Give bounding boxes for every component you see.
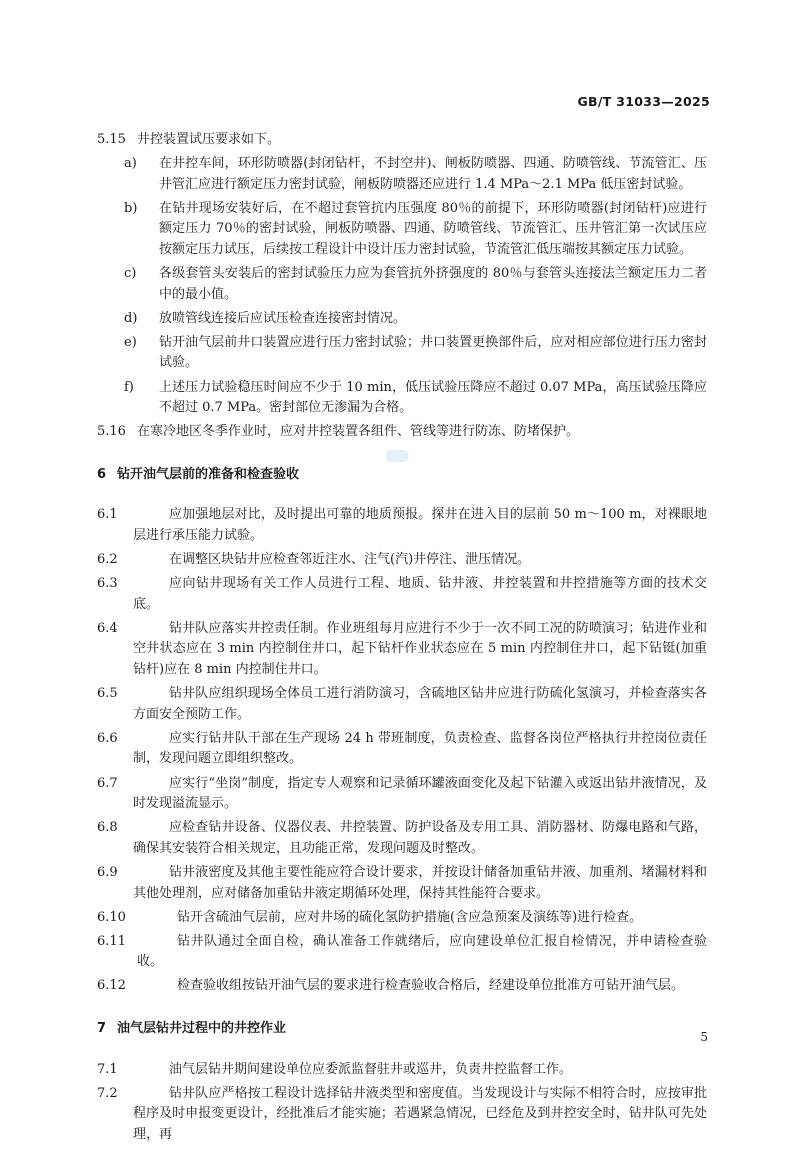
- clause-5-16: [97, 422, 707, 443]
- clause-text: 应实行钻井队干部在生产现场 24 h 带班制度，负责检查、监督各岗位严格执行井控岗位责任制，发现问题立即组织整改。: [133, 730, 707, 767]
- list-item: [97, 264, 707, 305]
- clause-text: 应检查钻井设备、仪器仪表、井控装置、防护设备及专用工具、消防器材、防爆电路和气路，确保其安装符合相关规定，且功能正常，发现问题及时整改。: [133, 820, 707, 856]
- section-number: 6: [97, 466, 107, 482]
- page-number: 5: [700, 1030, 708, 1044]
- clause-6-11: [97, 932, 707, 973]
- list-item-text: 在钻井现场安装好后，在不超过套管抗内压强度 80％的前提下，环形防喷器(封闭钻杆)应进行额定压力 70％的密封试验，闸板防喷器、四通、防喷管线、节流管汇、压井管汇第一次试压应按额定压力试压，后续按工程设计中设计压力密封试验，节流管汇低压端按其额定压力试验。: [159, 200, 707, 257]
- clause-text: 应实行“坐岗”制度，指定专人观察和记录循环罐液面变化及起下钻灌入或返出钻井液情况，及时发现溢流显示。: [133, 775, 707, 812]
- list-item-label: c): [124, 266, 137, 282]
- list-item: [97, 199, 707, 261]
- clause-text: 应向钻井现场有关工作人员进行工程、地质、钻井液、井控装置和井控措施等方面的技术交底。: [133, 576, 707, 612]
- list-item-label: e): [124, 334, 137, 350]
- clause-6-1: [97, 505, 707, 546]
- clause-6-10: [97, 908, 707, 929]
- clause-number: 6.12: [97, 978, 126, 994]
- list-item-text: 在井控车间，环形防喷器(封闭钻杆，不封空井)、闸板防喷器、四通、防喷管线、节流管汇、压井管汇应进行额定压力密封试验，闸板防喷器还应进行 1.4 MPa～2.1 MPa 低压密封试验。: [159, 156, 707, 192]
- section-heading-6: [97, 465, 707, 486]
- clause-number: 6.4: [97, 620, 118, 636]
- list-item-label: d): [124, 310, 138, 326]
- section-6-clauses-wide: [97, 908, 707, 997]
- clause-6-2: [97, 550, 707, 571]
- list-item: [97, 154, 707, 195]
- clause-text: 钻井队应严格按工程设计选择钻井液类型和密度值。当发现设计与实际不相符合时，应按审批程序及时申报变更设计，经批准后才能实施；若遇紧急情况，已经危及到井控安全时，钻井队可先处理，再: [133, 1085, 707, 1142]
- clause-text: 应加强地层对比，及时提出可靠的地质预报。探井在进入目的层前 50 m～100 m，对裸眼地层进行承压能力试验。: [133, 507, 707, 543]
- clause-6-9: [97, 863, 707, 904]
- clause-6-6: [97, 729, 707, 770]
- clause-text: 检查验收组按钻开油气层的要求进行检查验收合格后，经建设单位批准方可钻开油气层。: [177, 978, 685, 994]
- list-item-text: 放喷管线连接后应试压检查连接密封情况。: [159, 310, 407, 326]
- clause-text: 钻井队通过全面自检，确认准备工作就绪后，应向建设单位汇报自检情况，并申请检查验收。: [137, 933, 707, 970]
- clause-number: 7.1: [97, 1061, 118, 1077]
- clause-number: 6.2: [97, 552, 118, 568]
- clause-text: 钻开含硫油气层前，应对井场的硫化氢防护措施(含应急预案及演练等)进行检查。: [177, 909, 643, 925]
- clause-text: 油气层钻井期间建设单位应委派监督驻井或巡井，负责井控监督工作。: [169, 1061, 573, 1077]
- section-heading-7: [97, 1019, 707, 1040]
- section-title: 油气层钻井过程中的井控作业: [117, 1020, 287, 1036]
- clause-6-5: [97, 684, 707, 725]
- clause-text: 井控装置试压要求如下。: [137, 132, 281, 147]
- clause-5-15: [97, 130, 707, 151]
- clause-6-7: [97, 774, 707, 815]
- clause-6-12: [97, 976, 707, 997]
- list-item-text: 上述压力试验稳压时间应不少于 10 min，低压试验压降应不超过 0.07 MPa，高压试验压降应不超过 0.7 MPa。密封部位无渗漏为合格。: [159, 379, 707, 416]
- clause-number: 6.9: [97, 864, 118, 880]
- list-item-label: f): [124, 379, 134, 395]
- clause-number: 6.7: [97, 775, 118, 791]
- list-item-text: 各级套管头安装后的密封试验压力应为套管抗外挤强度的 80％与套管头连接法兰额定压力二者中的最小值。: [159, 266, 707, 302]
- clause-text: 钻井队应落实井控责任制。作业班组每月应进行不少于一次不同工况的防喷演习；钻进作业和空井状态应在 3 min 内控制住井口，起下钻杆作业状态应在 5 min 内控制住井口，起下钻铤(加重钻杆)应在 8 min 内控制住井口。: [133, 620, 707, 678]
- clause-number: 6.5: [97, 686, 118, 702]
- clause-6-8: [97, 818, 707, 859]
- list-item-text: 钻开油气层前井口装置应进行压力密封试验；井口装置更换部件后，应对相应部位进行压力密封试验。: [159, 334, 707, 371]
- clause-number: 6.8: [97, 820, 118, 836]
- section-7-clauses: [97, 1060, 707, 1146]
- clause-number: 6.6: [97, 730, 118, 746]
- clause-number: 6.11: [97, 933, 126, 949]
- page-content: [97, 130, 707, 1149]
- clause-text: 钻井液密度及其他主要性能应符合设计要求，并按设计储备加重钻井液、加重剂、堵漏材料和其他处理剂，应对储备加重钻井液定期循环处理，保持其性能符合要求。: [133, 864, 707, 901]
- clause-number: 5.16: [97, 424, 126, 440]
- section-6-clauses: [97, 505, 707, 904]
- section-title: 钻开油气层前的准备和检查验收: [117, 466, 300, 482]
- clause-6-3: [97, 574, 707, 615]
- clause-text: 在调整区块钻井应检查邻近注水、注气(汽)井停注、泄压情况。: [169, 552, 531, 568]
- clause-text: 钻井队应组织现场全体员工进行消防演习，含硫地区钻井应进行防硫化氢演习，并检查落实各方面安全预防工作。: [133, 686, 707, 722]
- list-item-label: a): [124, 156, 137, 172]
- clause-7-1: [97, 1060, 707, 1081]
- clause-7-2: [97, 1084, 707, 1146]
- list-item: [97, 378, 707, 419]
- clause-number: 5.15: [97, 132, 126, 147]
- list-item-label: b): [124, 200, 138, 216]
- section-number: 7: [97, 1020, 107, 1036]
- list-item: [97, 309, 707, 330]
- clause-number: 7.2: [97, 1085, 118, 1101]
- clause-6-4: [97, 619, 707, 681]
- clause-number: 6.10: [97, 909, 126, 925]
- list-item: [97, 333, 707, 374]
- clause-number: 6.3: [97, 576, 118, 592]
- standard-code: GB/T 31033—2025: [577, 94, 710, 109]
- clause-number: 6.1: [97, 507, 118, 523]
- clause-text: 在寒冷地区冬季作业时，应对井控装置各组件、管线等进行防冻、防堵保护。: [137, 424, 580, 440]
